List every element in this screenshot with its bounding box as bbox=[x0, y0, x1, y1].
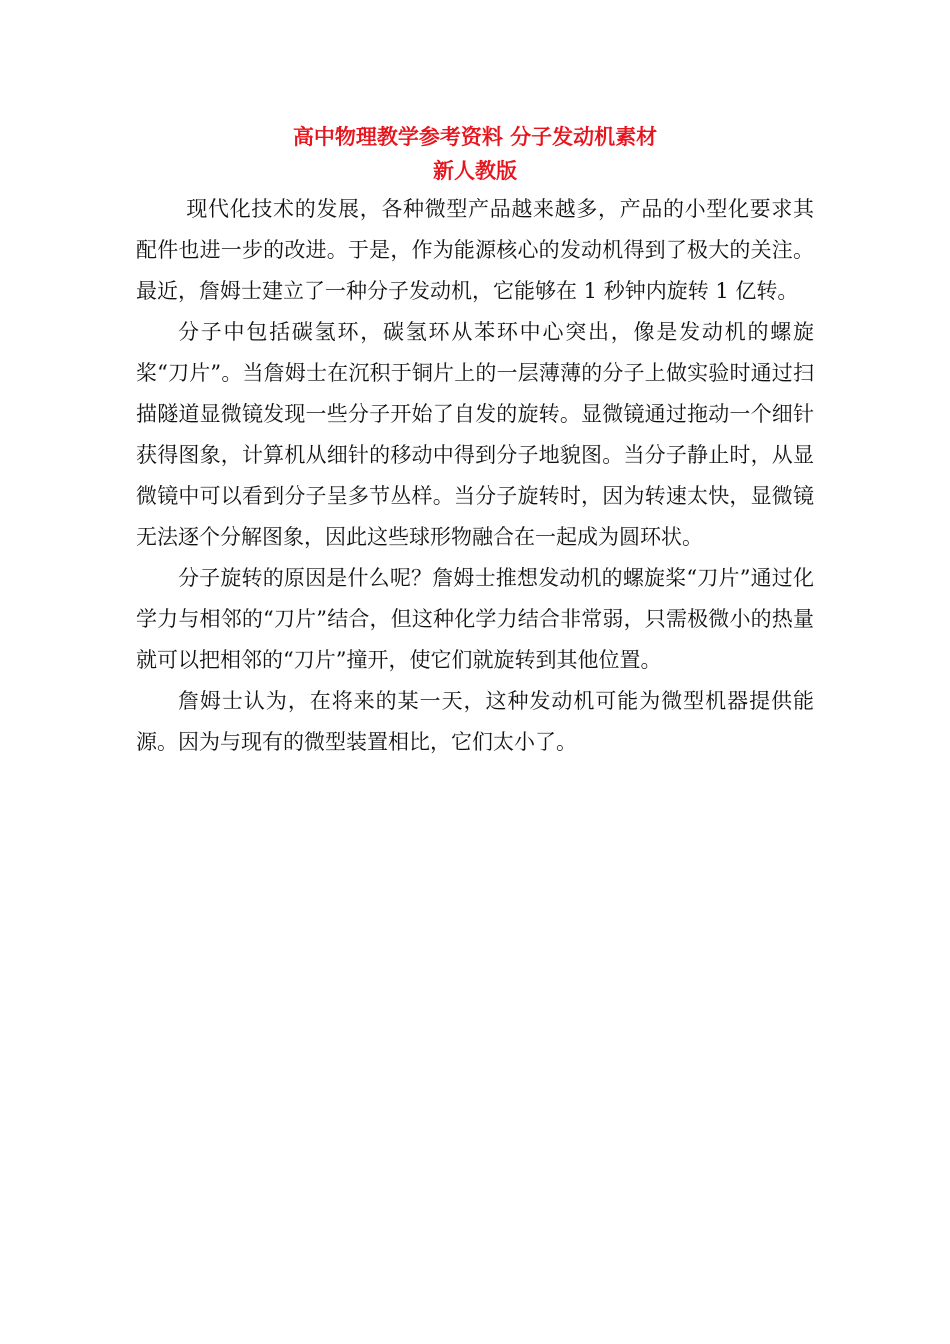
paragraph-2: 分子中包括碳氢环，碳氢环从苯环中心突出，像是发动机的螺旋桨“刀片”。当詹姆士在沉积于铜片上的一层薄薄的分子上做实验时通过扫描隧道显微镜发现一些分子开始了自发的旋转。显微镜通过拖动一个细针获得图象，计算机从细针的移动中得到分子地貌图。当分子静止时，从显微镜中可以看到分子呈多节丛样。当分子旋转时，因为转速太快，显微镜无法逐个分解图象，因此这些球形物融合在一起成为圆环状。 bbox=[136, 320, 814, 549]
title-line-main: 高中物理教学参考资料 分子发动机素材 bbox=[292, 125, 658, 149]
document-title bbox=[136, 120, 814, 188]
paragraph-4: 詹姆士认为，在将来的某一天，这种发动机可能为微型机器提供能源。因为与现有的微型装置相比，它们太小了。 bbox=[136, 689, 814, 754]
title-line-edition: 新人教版 bbox=[433, 159, 517, 183]
paragraph-1: 现代化技术的发展，各种微型产品越来越多，产品的小型化要求其配件也进一步的改进。于是，作为能源核心的发动机得到了极大的关注。最近，詹姆士建立了一种分子发动机，它能够在 1 秒钟内旋转 1 亿转。 bbox=[136, 197, 814, 303]
paragraph-3: 分子旋转的原因是什么呢？詹姆士推想发动机的螺旋桨“刀片”通过化学力与相邻的“刀片”结合，但这种化学力结合非常弱，只需极微小的热量就可以把相邻的“刀片”撞开，使它们就旋转到其他位置。 bbox=[136, 566, 814, 672]
document-body bbox=[136, 189, 814, 763]
